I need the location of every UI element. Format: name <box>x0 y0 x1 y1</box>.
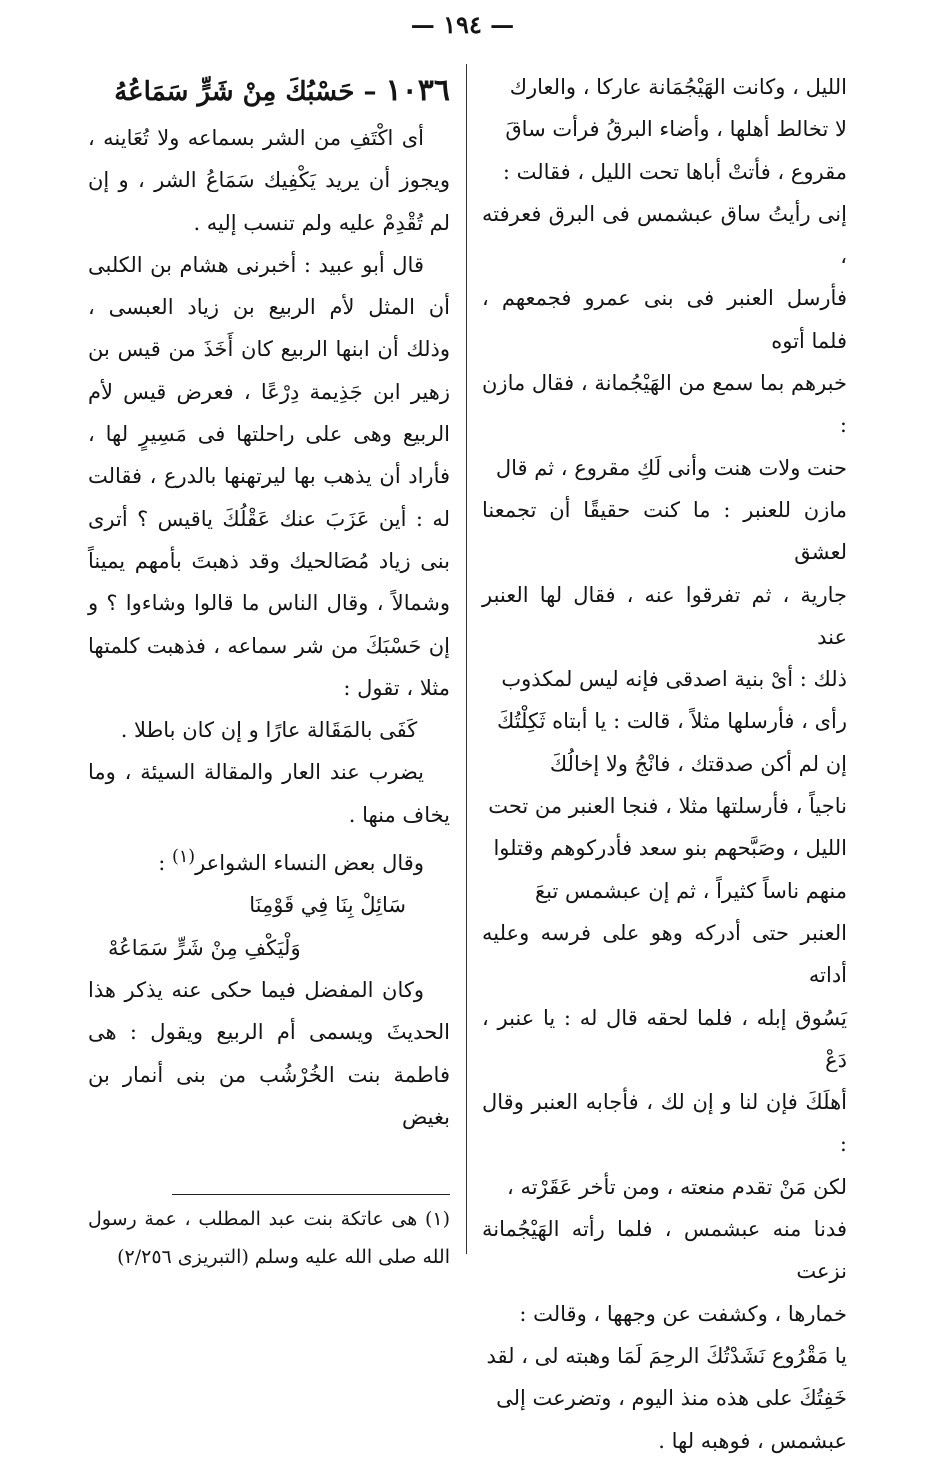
text-line: الليل ، وصَبَّحهم بنو سعد فأدركوهم وقتلوا <box>493 836 847 861</box>
footnote-text: (١) هى عاتكة بنت عبد المطلب ، عمة رسول الله صلى الله عليه وسلم (التبريزى ٢/٢٥٦) <box>88 1208 450 1268</box>
poet-intro-colon: : <box>158 851 173 876</box>
text-line: جارية ، ثم تفرقوا عنه ، فقال لها العنبر عند <box>482 582 847 649</box>
text-line: فأرسل العنبر فى بنى عمرو فجمعهم ، فلما أتوه <box>482 286 847 353</box>
footnote-marker: (١) <box>172 847 196 868</box>
right-column <box>482 66 847 1462</box>
verse-hemistich-first: سَائِلْ بِنَا فِي قَوْمِنَا <box>249 893 406 918</box>
narration-paragraph: قال أبو عبيد : أخبرنى هشام بن الكلبى أن المثل لأم الربيع بن زياد العبسى ، وذلك أن ابنها الربيع كان أَخَذَ من قيس بن زهير ابن جَذِيمة دِرْعًا ، فعرض قيس لأم الربيع وهى على راحلتها فى مَسِيرٍ لها ، فأراد أن يذهب بها ليرتهنها بالدرع ، فقالت له : أين عَزَبَ عنك عَقْلُكَ ياقيس ؟ أترى بنى زياد مُصَالحيك وقد ذهبتَ بأمهم يميناً وشمالاً ، وقال الناس ما قالوا وشاءوا ؟ و إن حَسْبَكَ من شر سماعه ، فذهبت كلمتها مثلا ، تقول : <box>88 252 451 700</box>
poet-intro-text: وقال بعض النساء الشواعر <box>195 851 424 876</box>
text-line: إنى رأيتُ ساق عبشمس فى البرق فعرفته ، <box>482 201 847 269</box>
column-divider <box>466 64 467 1254</box>
text-line: العنبر حتى أدركه وهو على فرسه وعليه أداته <box>482 920 847 988</box>
footnotes <box>88 1200 450 1276</box>
text-line: ناجياً ، فأرسلتها مثلا ، فنجا العنبر من تحت <box>488 794 847 819</box>
text-line: لكن مَنْ تقدم منعته ، ومن تأخر عَقَرْته ، <box>506 1174 847 1199</box>
explanation-paragraph: أى اكْتَفِ من الشر بسماعه ولا تُعَاينه ، ويجوز أن يريد يَكْفِيك سَمَاعُ الشر ، و إن لم تُقْدِمْ عليه ولم تنسب إليه . <box>88 126 450 235</box>
verse-line: كَفَى بالمَقَالة عارًا و إن كان باطلا . <box>120 718 418 743</box>
text-line: يا مَقْرُوع نَشَدْتُكَ الرحِمَ لَمَا وهبته لى ، لقد <box>486 1343 847 1368</box>
usage-paragraph: يضرب عند العار والمقالة السيئة ، وما يخاف منها . <box>88 760 450 827</box>
text-line: مازن للعنبر : ما كنت حقيقًا أن تجمعنا لعشق <box>482 497 847 565</box>
proverb-heading <box>88 66 450 117</box>
page-number: — ١٩٤ — <box>410 10 515 39</box>
text-line: إن لم أكن صدقتك ، فانْجُ ولا إخالُكَ <box>549 751 847 776</box>
text-line: حنت ولات هنت وأنى لَكِ مقروع ، ثم قال <box>495 455 847 480</box>
proverb-number: ١٠٣٦ <box>385 73 450 108</box>
text-line: لا تخالط أهلها ، وأضاء البرقُ فرأت ساقَ <box>505 117 847 142</box>
footnote-divider <box>172 1194 450 1195</box>
text-line: فدنا منه عبشمس ، فلما رأته الهَيْجُمانة نزعت <box>482 1217 847 1284</box>
heading-dash: – <box>354 77 386 107</box>
text-line: رأى ، فأرسلها مثلاً ، قالت : يا أبتاه ثَكِلْتُكَ <box>497 709 847 734</box>
text-line: عبشمس ، فوهبه لها . <box>658 1428 847 1453</box>
poet-intro <box>88 836 450 884</box>
mufaddal-paragraph: وكان المفضل فيما حكى عنه يذكر هذا الحديثَ ويسمى أم الربيع ويقول : هى فاطمة بنت الخُرْشُب من بنى أنمار بن بغيض <box>88 977 450 1129</box>
text-line: خبرهم بما سمع من الهَيْجُمانة ، فقال مازن : <box>482 371 847 438</box>
text-line: خَفِتُكَ على هذه منذ اليوم ، وتضرعت إلى <box>496 1386 847 1411</box>
text-line: خمارها ، وكشفت عن وجهها ، وقالت : <box>519 1301 847 1326</box>
proverb-text: حَسْبُكَ مِنْ شَرٍّ سَمَاعُهُ <box>114 77 355 107</box>
text-line: الليل ، وكانت الهَيْجُمَانة عاركا ، والعارك <box>509 75 847 99</box>
text-line: ذلك : أىْ بنية اصدقى فإنه ليس لمكذوب <box>501 667 847 692</box>
text-line: مقروع ، فأتتْ أباها تحت الليل ، فقالت : <box>502 159 847 184</box>
left-column <box>88 66 450 1138</box>
verse-hemistich-second: وَلْيَكْفِ مِنْ شَرٍّ سَمَاعُهْ <box>108 935 301 960</box>
text-line: يَسُوق إبله ، فلما لحقه قال له : يا عنبر ، دَعْ <box>482 1005 847 1072</box>
text-line: أهلَكَ فإن لنا و إن لك ، فأجابه العنبر وقال : <box>482 1090 847 1157</box>
text-line: منهم ناساً كثيراً ، ثم إن عبشمس تبعَ <box>534 878 847 903</box>
